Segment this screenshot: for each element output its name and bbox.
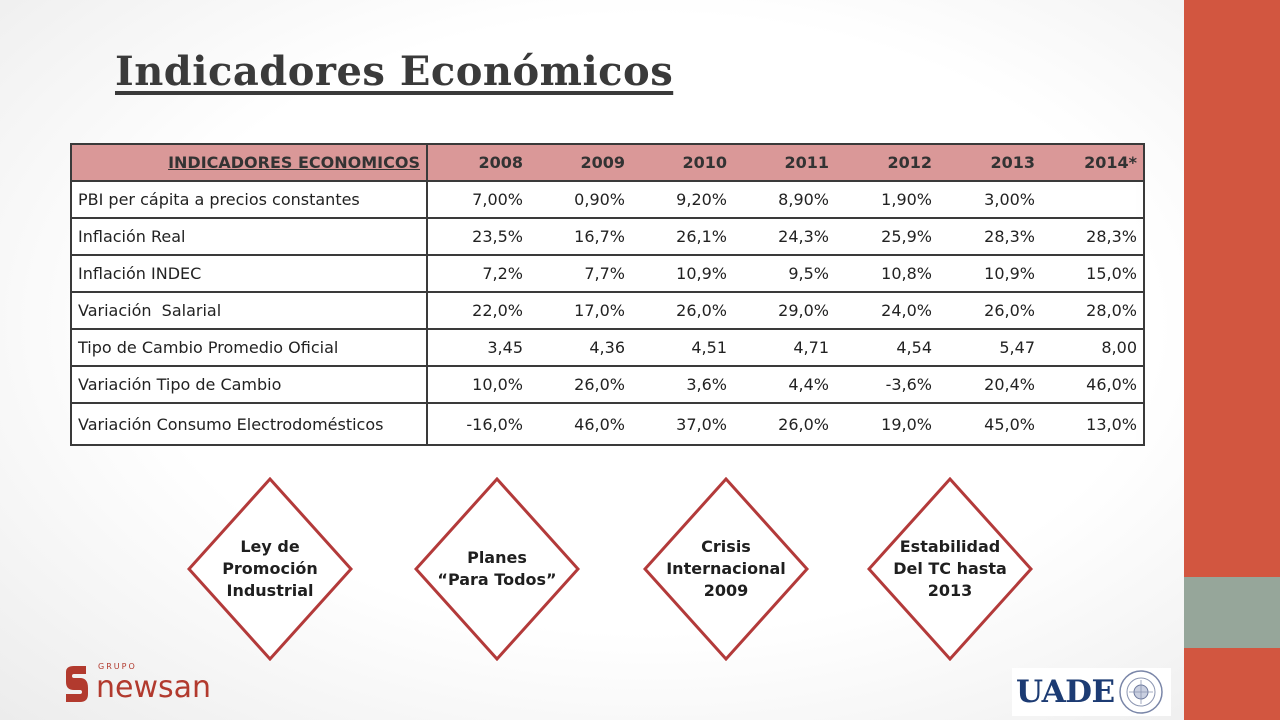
row-label: Variación Tipo de Cambio	[71, 366, 427, 403]
table-row	[71, 218, 1144, 255]
indicators-table-container	[70, 143, 1136, 446]
value-cell: 25,9%	[835, 218, 938, 255]
value-cell: 3,45	[427, 329, 529, 366]
value-cell: 10,8%	[835, 255, 938, 292]
value-cell: 28,3%	[1041, 218, 1144, 255]
diamond-estabilidad-tc	[867, 477, 1033, 661]
newsan-wordmark: newsan	[96, 670, 212, 705]
value-cell: 46,0%	[1041, 366, 1144, 403]
header-cell: INDICADORES ECONOMICOS	[71, 144, 427, 181]
diamond-planes-para-todos	[414, 477, 580, 661]
value-cell: 37,0%	[631, 403, 733, 445]
header-year-cell: 2014*	[1041, 144, 1144, 181]
table-row	[71, 403, 1144, 445]
table-row	[71, 255, 1144, 292]
value-cell: 24,3%	[733, 218, 835, 255]
value-cell: 5,47	[938, 329, 1041, 366]
row-label: Variación Consumo Electrodomésticos	[71, 403, 427, 445]
value-cell: 22,0%	[427, 292, 529, 329]
header-year-cell: 2011	[733, 144, 835, 181]
value-cell: 7,2%	[427, 255, 529, 292]
row-label: Tipo de Cambio Promedio Oficial	[71, 329, 427, 366]
uade-wordmark: UADE	[1016, 674, 1115, 710]
value-cell: 0,90%	[529, 181, 631, 218]
header-year-cell: 2012	[835, 144, 938, 181]
row-label: Inflación INDEC	[71, 255, 427, 292]
value-cell: 26,0%	[631, 292, 733, 329]
value-cell: 4,4%	[733, 366, 835, 403]
value-cell: 24,0%	[835, 292, 938, 329]
value-cell: 20,4%	[938, 366, 1041, 403]
table-row	[71, 181, 1144, 218]
value-cell	[1041, 181, 1144, 218]
accent-bar-bottom	[1184, 648, 1280, 720]
value-cell: 9,20%	[631, 181, 733, 218]
uade-seal-icon	[1116, 669, 1166, 715]
table-header-row	[71, 144, 1144, 181]
diamond-crisis-internacional	[643, 477, 809, 661]
value-cell: 17,0%	[529, 292, 631, 329]
newsan-logo	[60, 660, 226, 704]
value-cell: 1,90%	[835, 181, 938, 218]
row-label: PBI per cápita a precios constantes	[71, 181, 427, 218]
value-cell: 4,36	[529, 329, 631, 366]
value-cell: 28,0%	[1041, 292, 1144, 329]
value-cell: 26,1%	[631, 218, 733, 255]
value-cell: 4,71	[733, 329, 835, 366]
page-title: Indicadores Económicos	[115, 48, 674, 95]
table-row	[71, 366, 1144, 403]
header-year-cell: 2008	[427, 144, 529, 181]
indicators-table	[70, 143, 1145, 446]
value-cell: 3,00%	[938, 181, 1041, 218]
diamond-label: Estabilidad Del TC hasta 2013	[893, 537, 1007, 600]
accent-bar-middle	[1184, 577, 1280, 648]
value-cell: 15,0%	[1041, 255, 1144, 292]
header-year-cell: 2009	[529, 144, 631, 181]
value-cell: 16,7%	[529, 218, 631, 255]
row-label: Variación Salarial	[71, 292, 427, 329]
diamond-label: Ley de Promoción Industrial	[222, 537, 318, 600]
value-cell: 19,0%	[835, 403, 938, 445]
diamond-label: Planes “Para Todos”	[437, 548, 557, 589]
table-row	[71, 329, 1144, 366]
header-year-cell: 2010	[631, 144, 733, 181]
diamond-ley-promocion	[187, 477, 353, 661]
value-cell: 28,3%	[938, 218, 1041, 255]
value-cell: 13,0%	[1041, 403, 1144, 445]
uade-logo	[1012, 668, 1171, 716]
value-cell: 45,0%	[938, 403, 1041, 445]
value-cell: 26,0%	[938, 292, 1041, 329]
value-cell: 7,7%	[529, 255, 631, 292]
value-cell: 26,0%	[733, 403, 835, 445]
newsan-s-icon	[62, 664, 92, 704]
row-label: Inflación Real	[71, 218, 427, 255]
value-cell: 10,9%	[938, 255, 1041, 292]
value-cell: 10,0%	[427, 366, 529, 403]
value-cell: 29,0%	[733, 292, 835, 329]
newsan-group-text: GRUPO	[98, 662, 137, 671]
value-cell: 7,00%	[427, 181, 529, 218]
diamond-label: Crisis Internacional 2009	[666, 537, 786, 600]
table-row	[71, 292, 1144, 329]
value-cell: 46,0%	[529, 403, 631, 445]
value-cell: 3,6%	[631, 366, 733, 403]
value-cell: 8,00	[1041, 329, 1144, 366]
value-cell: 10,9%	[631, 255, 733, 292]
value-cell: 23,5%	[427, 218, 529, 255]
accent-bar-top	[1184, 0, 1280, 577]
value-cell: 4,54	[835, 329, 938, 366]
value-cell: -16,0%	[427, 403, 529, 445]
value-cell: 26,0%	[529, 366, 631, 403]
value-cell: 9,5%	[733, 255, 835, 292]
value-cell: 8,90%	[733, 181, 835, 218]
value-cell: -3,6%	[835, 366, 938, 403]
value-cell: 4,51	[631, 329, 733, 366]
header-year-cell: 2013	[938, 144, 1041, 181]
